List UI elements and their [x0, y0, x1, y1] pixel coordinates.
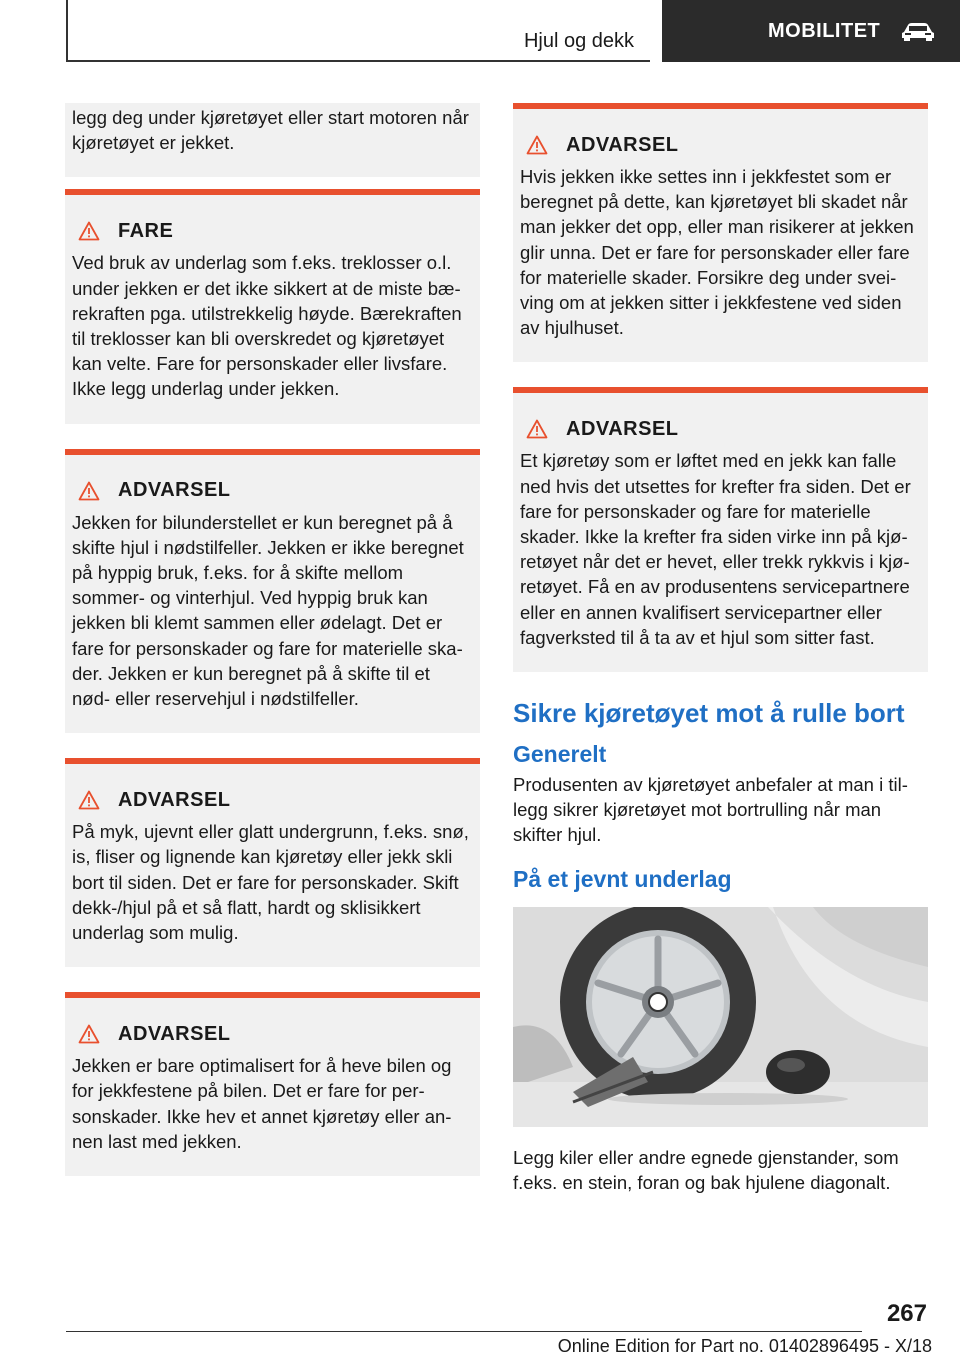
warning-box-advarsel [65, 449, 480, 734]
warning-triangle-icon [526, 135, 548, 155]
header-chapter-tab [662, 0, 960, 62]
warning-title: FARE [118, 219, 174, 242]
warning-triangle-icon [78, 790, 100, 810]
warning-title: ADVARSEL [566, 417, 679, 440]
page-number: 267 [886, 1300, 927, 1327]
section-heading: Sikre kjøretøyet mot å rulle bort [513, 698, 905, 729]
warning-box-advarsel [65, 758, 480, 967]
warning-title: ADVARSEL [566, 133, 679, 156]
wheel-chock-illustration [513, 907, 928, 1127]
warning-title: ADVARSEL [118, 479, 231, 502]
warning-text: Hvis jekken ikke settes inn i jekkfestet som er beregnet på dette, kan kjøretøyet bli skadet når man jekker det opp, eller man risikerer at jekken glir unna. Det er fare for personskader eller fare for materielle skader. Forsikre deg under sveiving om at jekken sitter i jekkfestene ved siden av hjulhuset. [520, 166, 914, 339]
section-title: Hjul og dekk [523, 30, 634, 52]
general-text: Produsenten av kjøretøyet anbefaler at man i tillegg sikrer kjøretøyet mot bortrulling når man skifter hjul. [513, 774, 908, 846]
warning-text: Ved bruk av underlag som f.eks. treklosser o.l. under jekken er det ikke sikkert at de miste bærekraften pga. utilstrekkelig høyde. Bærekraften til treklosser kan bli overskredet og kjøretøyet kan velte. Fare for personskader eller livsfare. Ikke legg underlag under jekken. [72, 252, 462, 400]
continued-warning-box [65, 103, 480, 177]
warning-box-fare [65, 189, 480, 423]
warning-text: På myk, ujevnt eller glatt undergrunn, f.eks. snø, is, fliser og lignende kan kjøretøy eller jekk skli bort til siden. Det er fare for personskader. Skift dekk-/hjul på et så flatt, hardt og sklisikkert underlag som mulig. [72, 821, 469, 944]
chapter-title: MOBILITET [768, 19, 881, 42]
subheading-general: Generelt [513, 741, 607, 768]
warning-triangle-icon [78, 481, 100, 501]
warning-triangle-icon [78, 1024, 100, 1044]
warning-triangle-icon [526, 419, 548, 439]
footer-edition-text: Online Edition for Part no. 01402896495 - X/18 [557, 1336, 932, 1356]
left-column [65, 103, 480, 1201]
warning-triangle-icon [78, 221, 100, 241]
right-column [513, 103, 928, 1195]
warning-text: Jekken for bilunderstellet er kun beregnet på å skifte hjul i nødstilfeller. Jekken er ikke beregnet på hyppig bruk, f.eks. for å skifte mellom sommer- og vinterhjul. Ved hyppig bruk kan jekken bli klemt sammen eller ødelagt. Det er fare for personskader og fare for materielle skader. Jekken er kun beregnet på å skifte til et nød- eller reservehjul i nødstilfeller. [72, 511, 464, 710]
wheel-photo-svg [513, 907, 928, 1127]
footer-divider [66, 1331, 862, 1332]
header-section-tab [66, 0, 650, 62]
continued-text: legg deg under kjøretøyet eller start motoren når kjøretøyet er jekket. [72, 107, 469, 154]
warning-title: ADVARSEL [118, 788, 231, 811]
subheading-flat-ground: På et jevnt underlag [513, 865, 732, 892]
illustration-caption: Legg kiler eller andre egnede gjenstander, som f.eks. en stein, foran og bak hjulene diagonalt. [513, 1146, 899, 1193]
car-icon [900, 20, 936, 42]
warning-title: ADVARSEL [118, 1022, 231, 1045]
warning-box-advarsel [65, 992, 480, 1176]
warning-box-advarsel [513, 387, 928, 672]
warning-box-advarsel [513, 103, 928, 362]
warning-text: Et kjøretøy som er løftet med en jekk kan falle ned hvis det utsettes for krefter fra siden. Det er fare for personskader og fare for materielle skader. Ikke la krefter fra siden virke inn på kjøretøyet når det er hevet, eller trekk rykkvis i kjøretøyet. Få en av produsentens servicepartnere eller en annen kvalifisert servicepartner eller fagverksted til å ta av et hjul som sitter fast. [520, 450, 911, 648]
warning-text: Jekken er bare optimalisert for å heve bilen og for jekkfestene på bilen. Det er fare for personskader. Ikke hev et annet kjøretøy eller annen last med jekken. [72, 1055, 452, 1152]
